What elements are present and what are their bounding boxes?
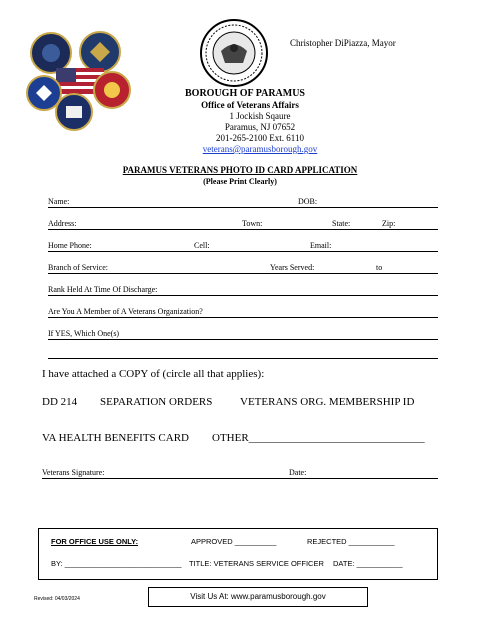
extra-line[interactable] bbox=[48, 346, 438, 359]
option-dd214[interactable]: DD 214 bbox=[42, 396, 78, 408]
office-use-label: FOR OFFICE USE ONLY: bbox=[51, 537, 139, 546]
borough-seal-logo bbox=[199, 18, 269, 88]
name-label: Name: bbox=[48, 197, 70, 206]
officer-title: TITLE: VETERANS SERVICE OFFICER bbox=[189, 559, 324, 568]
option-membership-id[interactable]: VETERANS ORG. MEMBERSHIP ID bbox=[240, 396, 415, 408]
branch-row[interactable] bbox=[48, 261, 438, 274]
approved-field[interactable]: APPROVED __________ bbox=[191, 537, 277, 546]
office-use-box bbox=[38, 528, 438, 580]
address-row[interactable] bbox=[48, 217, 438, 230]
rank-row[interactable] bbox=[48, 283, 438, 296]
option-other[interactable]: OTHER________________________________ bbox=[212, 432, 425, 444]
option-separation-orders[interactable]: SEPARATION ORDERS bbox=[100, 396, 213, 408]
state-label: State: bbox=[332, 219, 351, 228]
years-label: Years Served: bbox=[270, 263, 315, 272]
date-label: Date: bbox=[289, 468, 307, 477]
member-row[interactable] bbox=[48, 305, 438, 318]
signature-label: Veterans Signature: bbox=[42, 468, 105, 477]
office-name: Office of Veterans Affairs bbox=[201, 100, 299, 110]
revised-date: Revised: 04/03/2024 bbox=[34, 596, 80, 602]
office-date-field[interactable]: DATE: ___________ bbox=[333, 559, 403, 568]
mayor-name: Christopher DiPiazza, Mayor bbox=[290, 38, 396, 48]
which-label: If YES, Which One(s) bbox=[48, 329, 120, 338]
home-phone-label: Home Phone: bbox=[48, 241, 92, 250]
form-subtitle: (Please Print Clearly) bbox=[203, 177, 277, 186]
address-line1: 1 Jockish Sqaure bbox=[229, 111, 291, 121]
address-line2: Paramus, NJ 07652 bbox=[224, 122, 296, 132]
town-label: Town: bbox=[242, 219, 263, 228]
rejected-field[interactable]: REJECTED ___________ bbox=[307, 537, 395, 546]
dob-label: DOB: bbox=[298, 197, 318, 206]
to-label: to bbox=[376, 263, 383, 272]
rank-label: Rank Held At Time Of Discharge: bbox=[48, 285, 158, 294]
cell-label: Cell: bbox=[194, 241, 210, 250]
option-va-card[interactable]: VA HEALTH BENEFITS CARD bbox=[42, 432, 189, 444]
phone-row[interactable] bbox=[48, 239, 438, 252]
name-row[interactable] bbox=[48, 195, 438, 208]
signature-row[interactable] bbox=[42, 466, 438, 479]
visit-website[interactable]: Visit Us At: www.paramusborough.gov bbox=[148, 587, 368, 607]
form-title: PARAMUS VETERANS PHOTO ID CARD APPLICATION bbox=[122, 165, 358, 175]
attached-statement: I have attached a COPY of (circle all that applies): bbox=[42, 368, 265, 380]
phone-number: 201-265-2100 Ext. 6110 bbox=[216, 133, 304, 143]
member-label: Are You A Member of A Veterans Organization? bbox=[48, 307, 203, 316]
borough-name: BOROUGH OF PARAMUS bbox=[185, 88, 305, 99]
military-seals-logo bbox=[26, 30, 146, 140]
by-field[interactable]: BY: ____________________________ bbox=[51, 559, 182, 568]
branch-label: Branch of Service: bbox=[48, 263, 108, 272]
address-label: Address: bbox=[48, 219, 77, 228]
email-label: Email: bbox=[310, 241, 332, 250]
zip-label: Zip: bbox=[382, 219, 396, 228]
email-link[interactable]: veterans@paramusborough.gov bbox=[202, 144, 318, 154]
which-row[interactable] bbox=[48, 327, 438, 340]
